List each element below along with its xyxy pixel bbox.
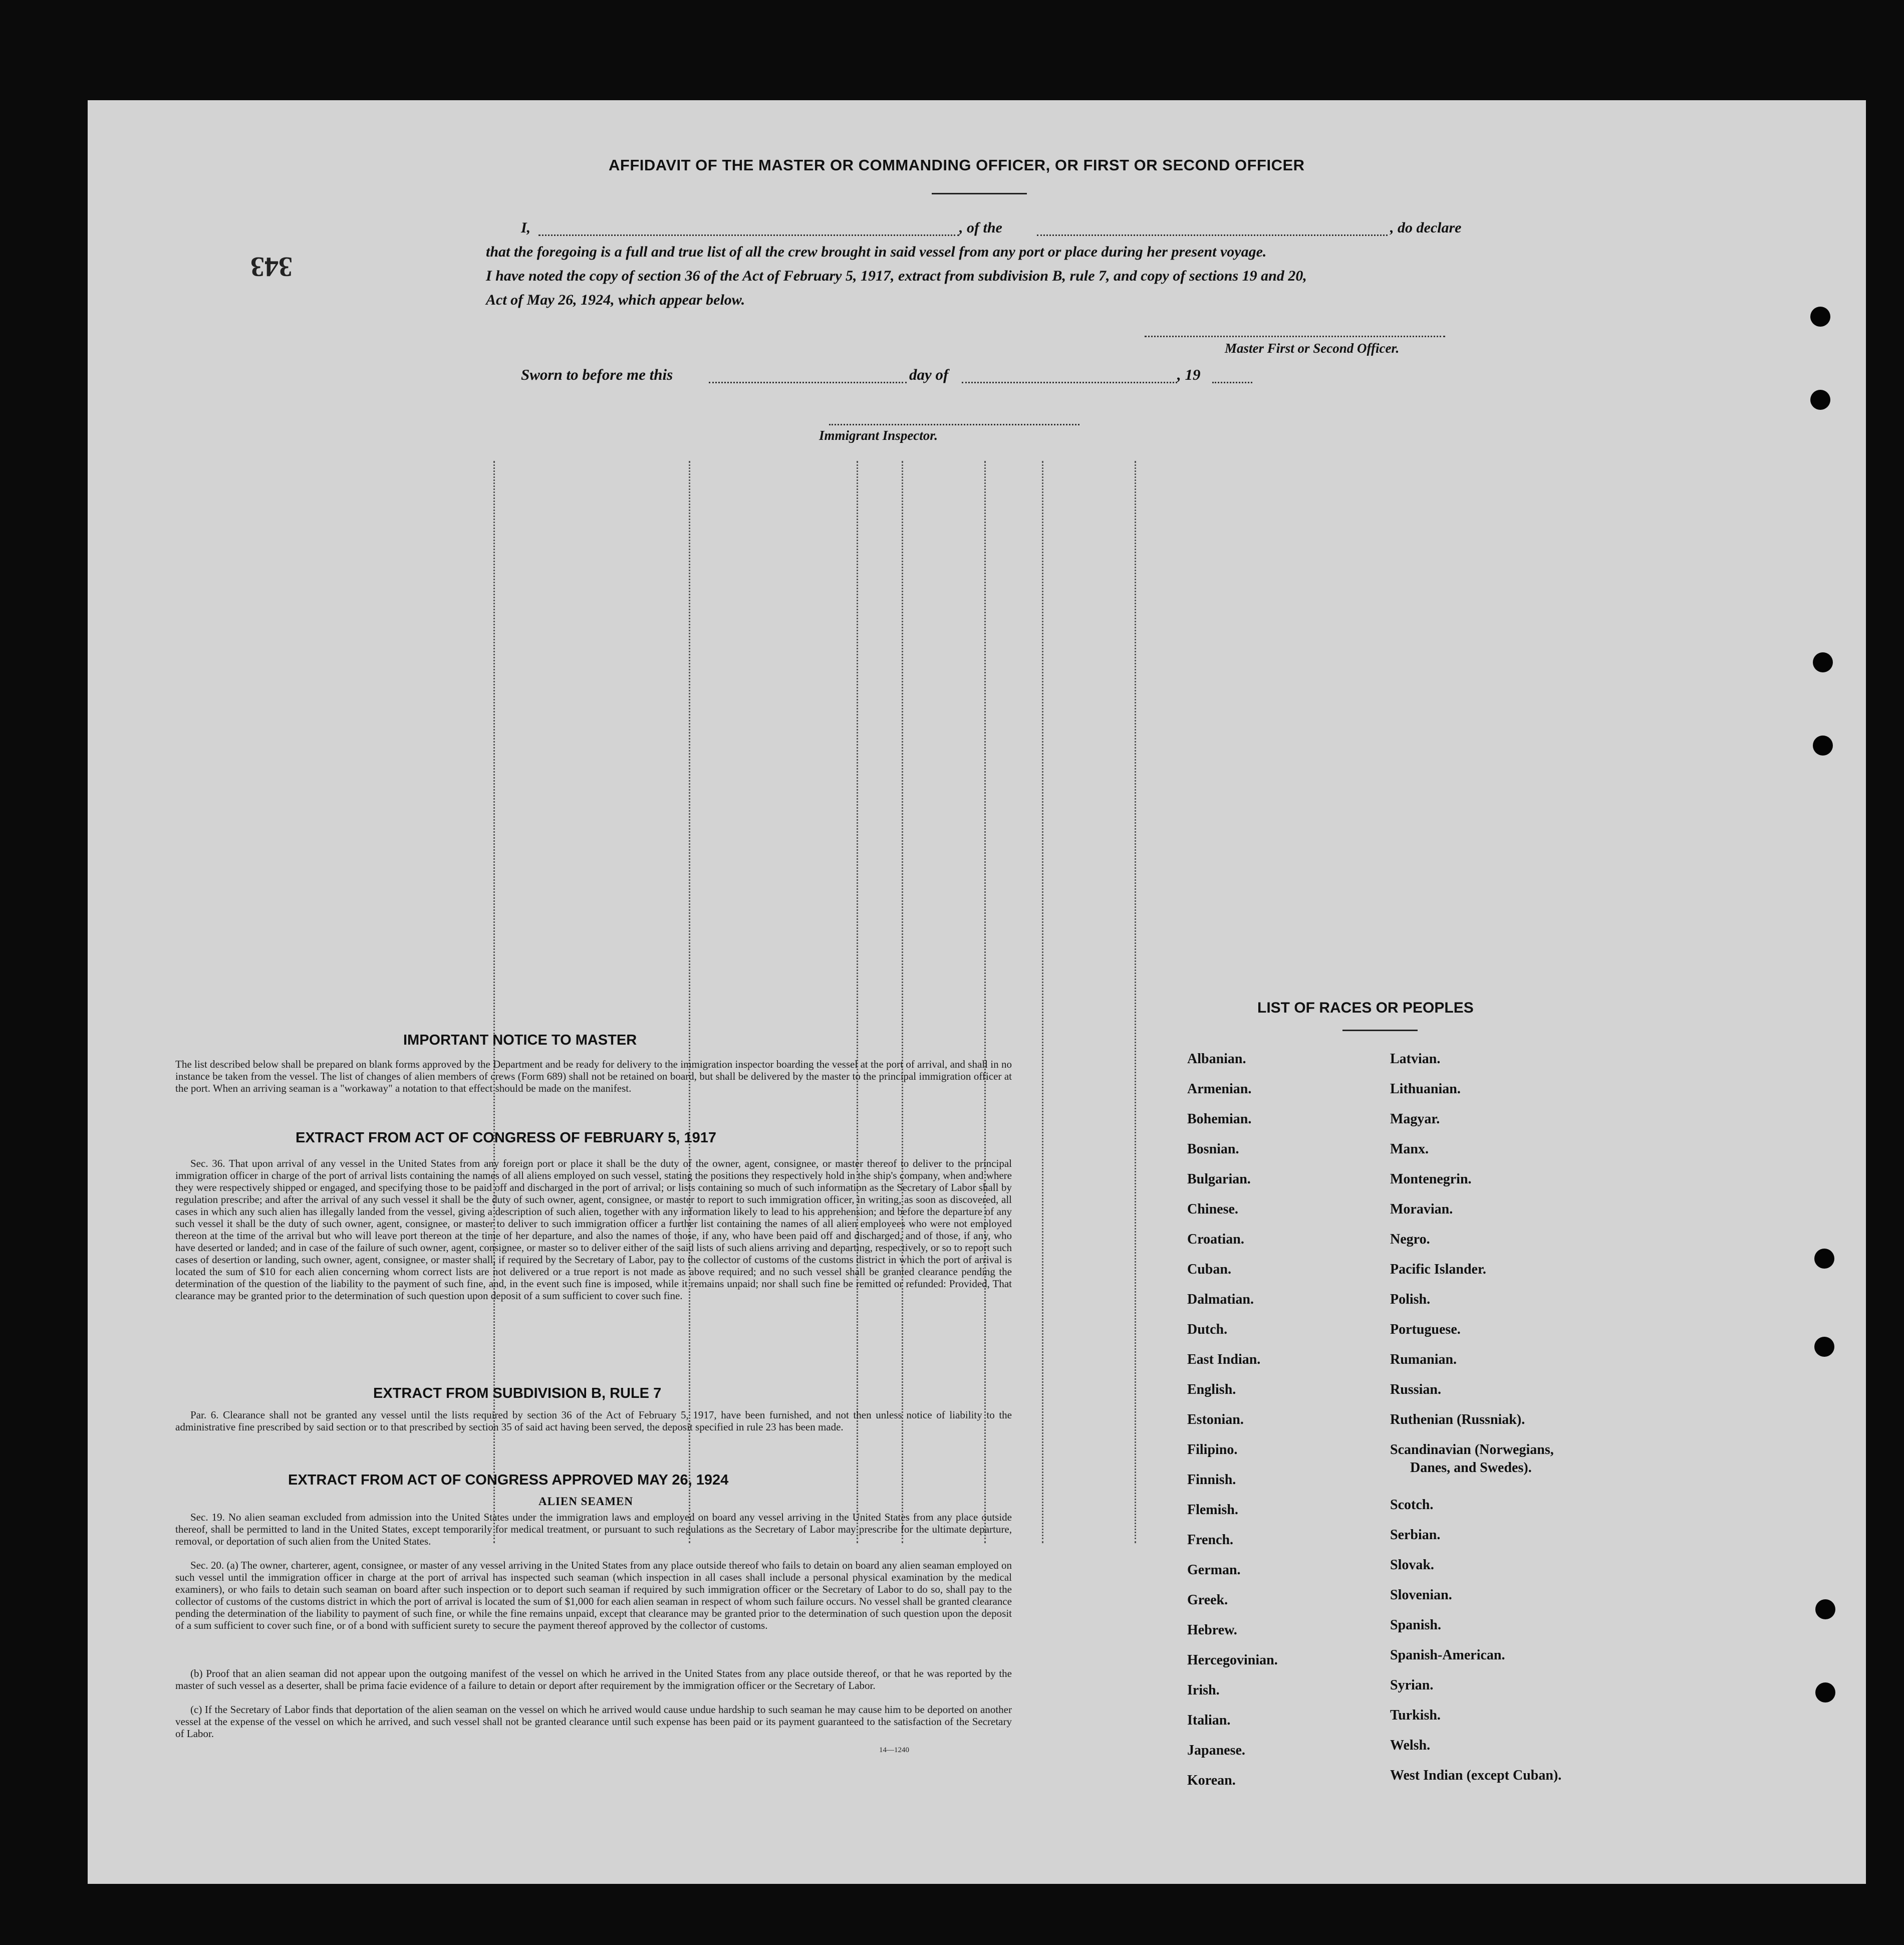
form-page — [88, 100, 1866, 1884]
affidavit-line-4: Act of May 26, 1924, which appear below. — [486, 292, 745, 308]
race-item: English. — [1187, 1382, 1236, 1397]
affidavit-declare: , do declare — [1390, 219, 1462, 236]
punch-hole — [1815, 1599, 1835, 1619]
sworn-month-field[interactable] — [962, 382, 1177, 383]
affidavit-title: AFFIDAVIT OF THE MASTER OR COMMANDING OFFICER, OR FIRST OR SECOND OFFICER — [609, 156, 1305, 174]
sec-20b-text: (b) Proof that an alien seaman did not appear upon the outgoing manifest of the vessel on which he arrived in the United States from any place outside thereof, or that he was reported by the master of such vessel as a deserter, shall be prima facie evidence of a failure to detain or deport after requirement by the immigration officer or the Secretary of Labor. — [175, 1667, 1012, 1691]
sec-19-text: Sec. 19. No alien seaman excluded from admission into the United States under the immigration laws and employed on board any vessel arriving in the United States from any place outside thereof, shall be permitted to land in the United States, except temporarily for medical treatment, or pursuant to such regulations as the Secretary of Labor may prescribe for the ultimate departure, removal, or deportation of such alien from the United States. — [175, 1511, 1012, 1547]
race-item: French. — [1187, 1532, 1234, 1548]
signature-caption: Master First or Second Officer. — [1225, 341, 1400, 356]
race-item: Spanish-American. — [1390, 1647, 1505, 1663]
race-item: Hebrew. — [1187, 1622, 1237, 1638]
sec-20c-text: (c) If the Secretary of Labor finds that deportation of the alien seaman on the vessel on which he arrived would cause undue hardship to such seaman he may cause him to be deported on another vessel at the expense of the vessel on which he arrived, and such vessel shall not be granted clearance until such expense has been paid or its payment guaranteed to the satisfaction of the Secretary of Labor. — [175, 1704, 1012, 1740]
rule-7-text: Par. 6. Clearance shall not be granted any vessel until the lists required by section 36 of the Act of February 5, 1917, have been furnished, and not then unless notice of liability to the administrative fine prescribed by said section or to that prescribed by section 35 of said act having been served, the deposit specified in rule 23 has been made. — [175, 1409, 1012, 1433]
punch-hole — [1815, 1682, 1835, 1703]
punch-hole — [1813, 736, 1833, 756]
bleed-line — [1042, 461, 1043, 1543]
bleed-line — [902, 461, 903, 1543]
punch-hole — [1810, 390, 1830, 410]
race-item: West Indian (except Cuban). — [1390, 1768, 1562, 1783]
race-item: Serbian. — [1390, 1527, 1441, 1543]
race-item: Hercegovinian. — [1187, 1652, 1278, 1668]
sworn-year-field[interactable] — [1212, 382, 1252, 383]
affidavit-line-3: I have noted the copy of section 36 of the Act of February 5, 1917, extract from subdivision B, rule 7, and copy of sections 19 and 20, — [486, 268, 1307, 284]
race-item: Pacific Islander. — [1390, 1262, 1486, 1277]
race-item: Latvian. — [1390, 1051, 1441, 1067]
race-item: Irish. — [1187, 1682, 1220, 1698]
bleed-line — [857, 461, 858, 1543]
bleed-line — [984, 461, 986, 1543]
race-item: Greek. — [1187, 1592, 1228, 1608]
race-item: Magyar. — [1390, 1111, 1440, 1127]
handwritten-page-number: 343 — [250, 251, 293, 282]
race-item: Estonian. — [1187, 1412, 1244, 1427]
punch-hole — [1814, 1337, 1834, 1357]
race-item: Turkish. — [1390, 1708, 1441, 1723]
race-item: Croatian. — [1187, 1232, 1244, 1247]
extract-1917-title: EXTRACT FROM ACT OF CONGRESS OF FEBRUARY 5, 1917 — [296, 1130, 717, 1146]
form-number: 14—1240 — [879, 1746, 909, 1754]
inspector-signature-field[interactable] — [829, 424, 1079, 425]
race-item: Moravian. — [1390, 1201, 1453, 1217]
race-item: Russian. — [1390, 1382, 1441, 1397]
bleed-line — [493, 461, 495, 1543]
bleed-line — [1135, 461, 1136, 1543]
race-item: Ruthenian (Russniak). — [1390, 1412, 1525, 1427]
race-item: Manx. — [1390, 1141, 1429, 1157]
race-item: Italian. — [1187, 1713, 1231, 1728]
sec-20a-text: Sec. 20. (a) The owner, charterer, agent, consignee, or master of any vessel arriving in the United States from any place outside thereof who fails to detain on board any alien seaman employed on such vessel until the immigration officer in charge at the port of arrival has inspected such seaman (which inspection in all cases shall include a personal physical examination by the medical examiners), or who fails to detain such seaman on board after such inspection or to deport such seaman if required by such immigration officer or the Secretary of Labor to do so, shall pay to the collector of customs of the customs district in which the port of arrival is located the sum of $1,000 for each alien seaman in respect of whom such failure occurs. No vessel shall be granted clearance pending the determination of the liability to payment of such fine, or while the fine remains unpaid, except that clearance may be granted prior to the determination of such question upon the deposit of a sum sufficient to cover such fine, or of a bond with sufficient surety to secure the payment thereof approved by the collector of customs. — [175, 1559, 1012, 1631]
punch-hole — [1813, 652, 1833, 672]
race-item: Flemish. — [1187, 1502, 1238, 1518]
race-item: Lithuanian. — [1390, 1081, 1461, 1097]
race-item: Portuguese. — [1390, 1322, 1461, 1337]
affidavit-i: I, — [521, 219, 531, 236]
race-item: Bosnian. — [1187, 1141, 1239, 1157]
race-item: Montenegrin. — [1390, 1171, 1472, 1187]
sworn-year: , 19 — [1177, 366, 1201, 383]
punch-hole — [1814, 1249, 1834, 1269]
rule-7-title: EXTRACT FROM SUBDIVISION B, RULE 7 — [373, 1385, 662, 1401]
races-title-underline — [1342, 1030, 1418, 1031]
punch-hole — [1810, 307, 1830, 327]
race-item: Rumanian. — [1390, 1352, 1457, 1367]
race-item: Bohemian. — [1187, 1111, 1252, 1127]
affidavit-line-2: that the foregoing is a full and true list of all the crew brought in said vessel from any port or place during her present voyage. — [486, 244, 1267, 260]
race-item: Syrian. — [1390, 1677, 1434, 1693]
race-item: Scandinavian (Norwegians, — [1390, 1442, 1554, 1457]
race-item: Albanian. — [1187, 1051, 1246, 1067]
extract-1924-title: EXTRACT FROM ACT OF CONGRESS APPROVED MAY 26, 1924 — [288, 1472, 729, 1488]
race-item: Negro. — [1390, 1232, 1430, 1247]
race-item: Scotch. — [1390, 1497, 1434, 1513]
race-item: Finnish. — [1187, 1472, 1236, 1488]
races-title: LIST OF RACES OR PEOPLES — [1257, 1000, 1474, 1016]
race-item: Dalmatian. — [1187, 1292, 1254, 1307]
sworn-prefix: Sworn to before me this — [521, 366, 673, 383]
race-item: Bulgarian. — [1187, 1171, 1251, 1187]
title-underline — [932, 193, 1027, 194]
notice-title: IMPORTANT NOTICE TO MASTER — [403, 1032, 637, 1048]
bleed-line — [689, 461, 690, 1543]
extract-1917-text: Sec. 36. That upon arrival of any vessel in the United States from any foreign port or place it shall be the duty of the owner, agent, consignee, or master thereof to deliver to the principal immigration officer in charge of the port of arrival lists containing the names of all aliens employed on such vessel, stating the positions they respectively hold in the ship's company, when and where they were respectively shipped or engaged, and specifying those to be paid off and discharged in the port of arrival; or lists containing so much of such information as the Secretary of Labor shall by regulation prescribe; and after the arrival of any such vessel it shall be the duty of such owner, agent, consignee, or master to report to such immigration officer, in writing, as soon as discovered, all cases in which any such alien has illegally landed from the vessel, giving a description of such alien, together with any information likely to lead to his apprehension; and before the departure of any such vessel it shall be the duty of such owner, agent, consignee, or master to deliver to such immigration officer a further list containing the names of all alien employees who were not employed thereon at the time of the arrival but who will leave port thereon at the time of her departure, and also the names of those, if any, who have been paid off and discharged, and of those, if any, who have deserted or landed; and in case of the failure of such owner, agent, consignee, or master so to deliver either of the said lists of such aliens arriving and departing, respectively, or so to report such cases of desertion or landing, such owner, agent, consignee, or master shall, if required by the Secretary of Labor, pay to the collector of customs of the customs district in which the port of arrival is located the sum of $10 for each alien concerning whom correct lists are not delivered or a true report is not made as above required; and no such vessel shall be granted clearance pending the determination of the question of the liability to the payment of such fine, and, in the event such fine is imposed, while it remains unpaid; nor shall such fine be remitted or refunded: Provided, That clearance may be granted prior to the determination of such question upon deposit of a sum sufficient to cover such fine. — [175, 1157, 1012, 1302]
race-item: Cuban. — [1187, 1262, 1231, 1277]
race-item: Armenian. — [1187, 1081, 1252, 1097]
master-name-field[interactable] — [538, 234, 959, 236]
race-item: Welsh. — [1390, 1738, 1431, 1753]
race-item: Filipino. — [1187, 1442, 1238, 1457]
signature-field[interactable] — [1145, 336, 1445, 337]
race-item: Chinese. — [1187, 1201, 1238, 1217]
alien-seamen-subtitle: ALIEN SEAMEN — [538, 1495, 634, 1508]
sworn-day-field[interactable] — [709, 382, 907, 383]
race-item: Japanese. — [1187, 1743, 1245, 1758]
sworn-day-of: day of — [909, 366, 949, 383]
vessel-name-field[interactable] — [1037, 234, 1388, 236]
race-item: East Indian. — [1187, 1352, 1261, 1367]
race-item: Danes, and Swedes). — [1410, 1460, 1532, 1476]
race-item: Dutch. — [1187, 1322, 1228, 1337]
race-item: Korean. — [1187, 1773, 1236, 1788]
race-item: Slovak. — [1390, 1557, 1434, 1573]
race-item: Slovenian. — [1390, 1587, 1452, 1603]
race-item: German. — [1187, 1562, 1241, 1578]
affidavit-of-the: , of the — [959, 219, 1002, 236]
notice-text: The list described below shall be prepared on blank forms approved by the Department and be ready for delivery to the immigration inspector boarding the vessel at the port of arrival, and shall in no instance be taken from the vessel. The list of changes of alien members of crews (Form 689) shall not be retained on board, but shall be delivered by the master to the principal immigration officer at the port. When an arriving seaman is a "workaway" a notation to that effect should be made on the manifest. — [175, 1058, 1012, 1094]
race-item: Polish. — [1390, 1292, 1431, 1307]
inspector-caption: Immigrant Inspector. — [819, 428, 938, 443]
race-item: Spanish. — [1390, 1617, 1441, 1633]
